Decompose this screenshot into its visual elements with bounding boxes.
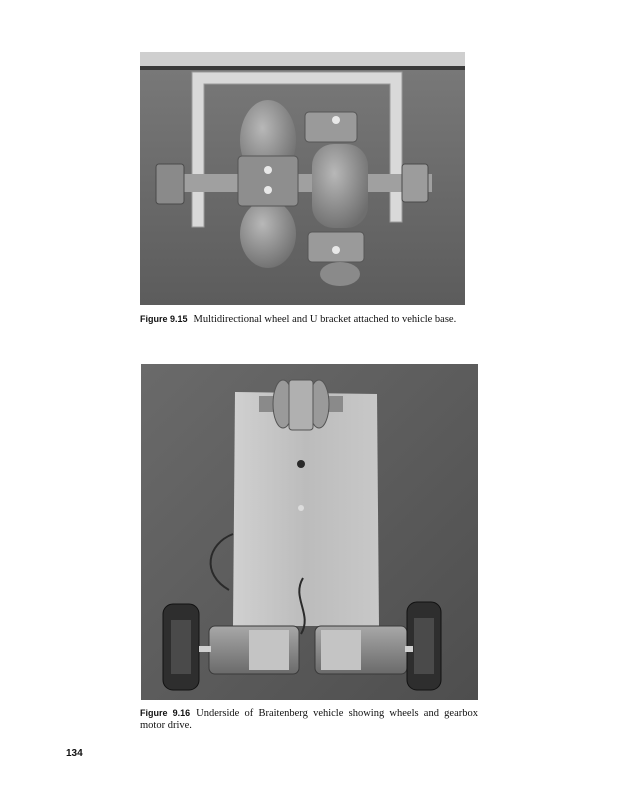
figure-9-15-caption xyxy=(140,314,465,326)
figure-9-16-caption-text: Underside of Braitenberg vehicle showing wheels and gearbox motor drive. xyxy=(140,708,478,731)
figure-9-16-label: Figure 9.16 xyxy=(140,708,191,718)
figure-9-15-label: Figure 9.15 xyxy=(140,314,188,324)
figure-9-15-caption-text: Multidirectional wheel and U bracket attached to vehicle base. xyxy=(193,314,457,325)
figure-9-16-photo xyxy=(141,364,478,700)
figure-9-16-caption xyxy=(140,708,478,731)
figure-9-15-photo xyxy=(140,52,465,305)
page-number: 134 xyxy=(66,748,83,759)
